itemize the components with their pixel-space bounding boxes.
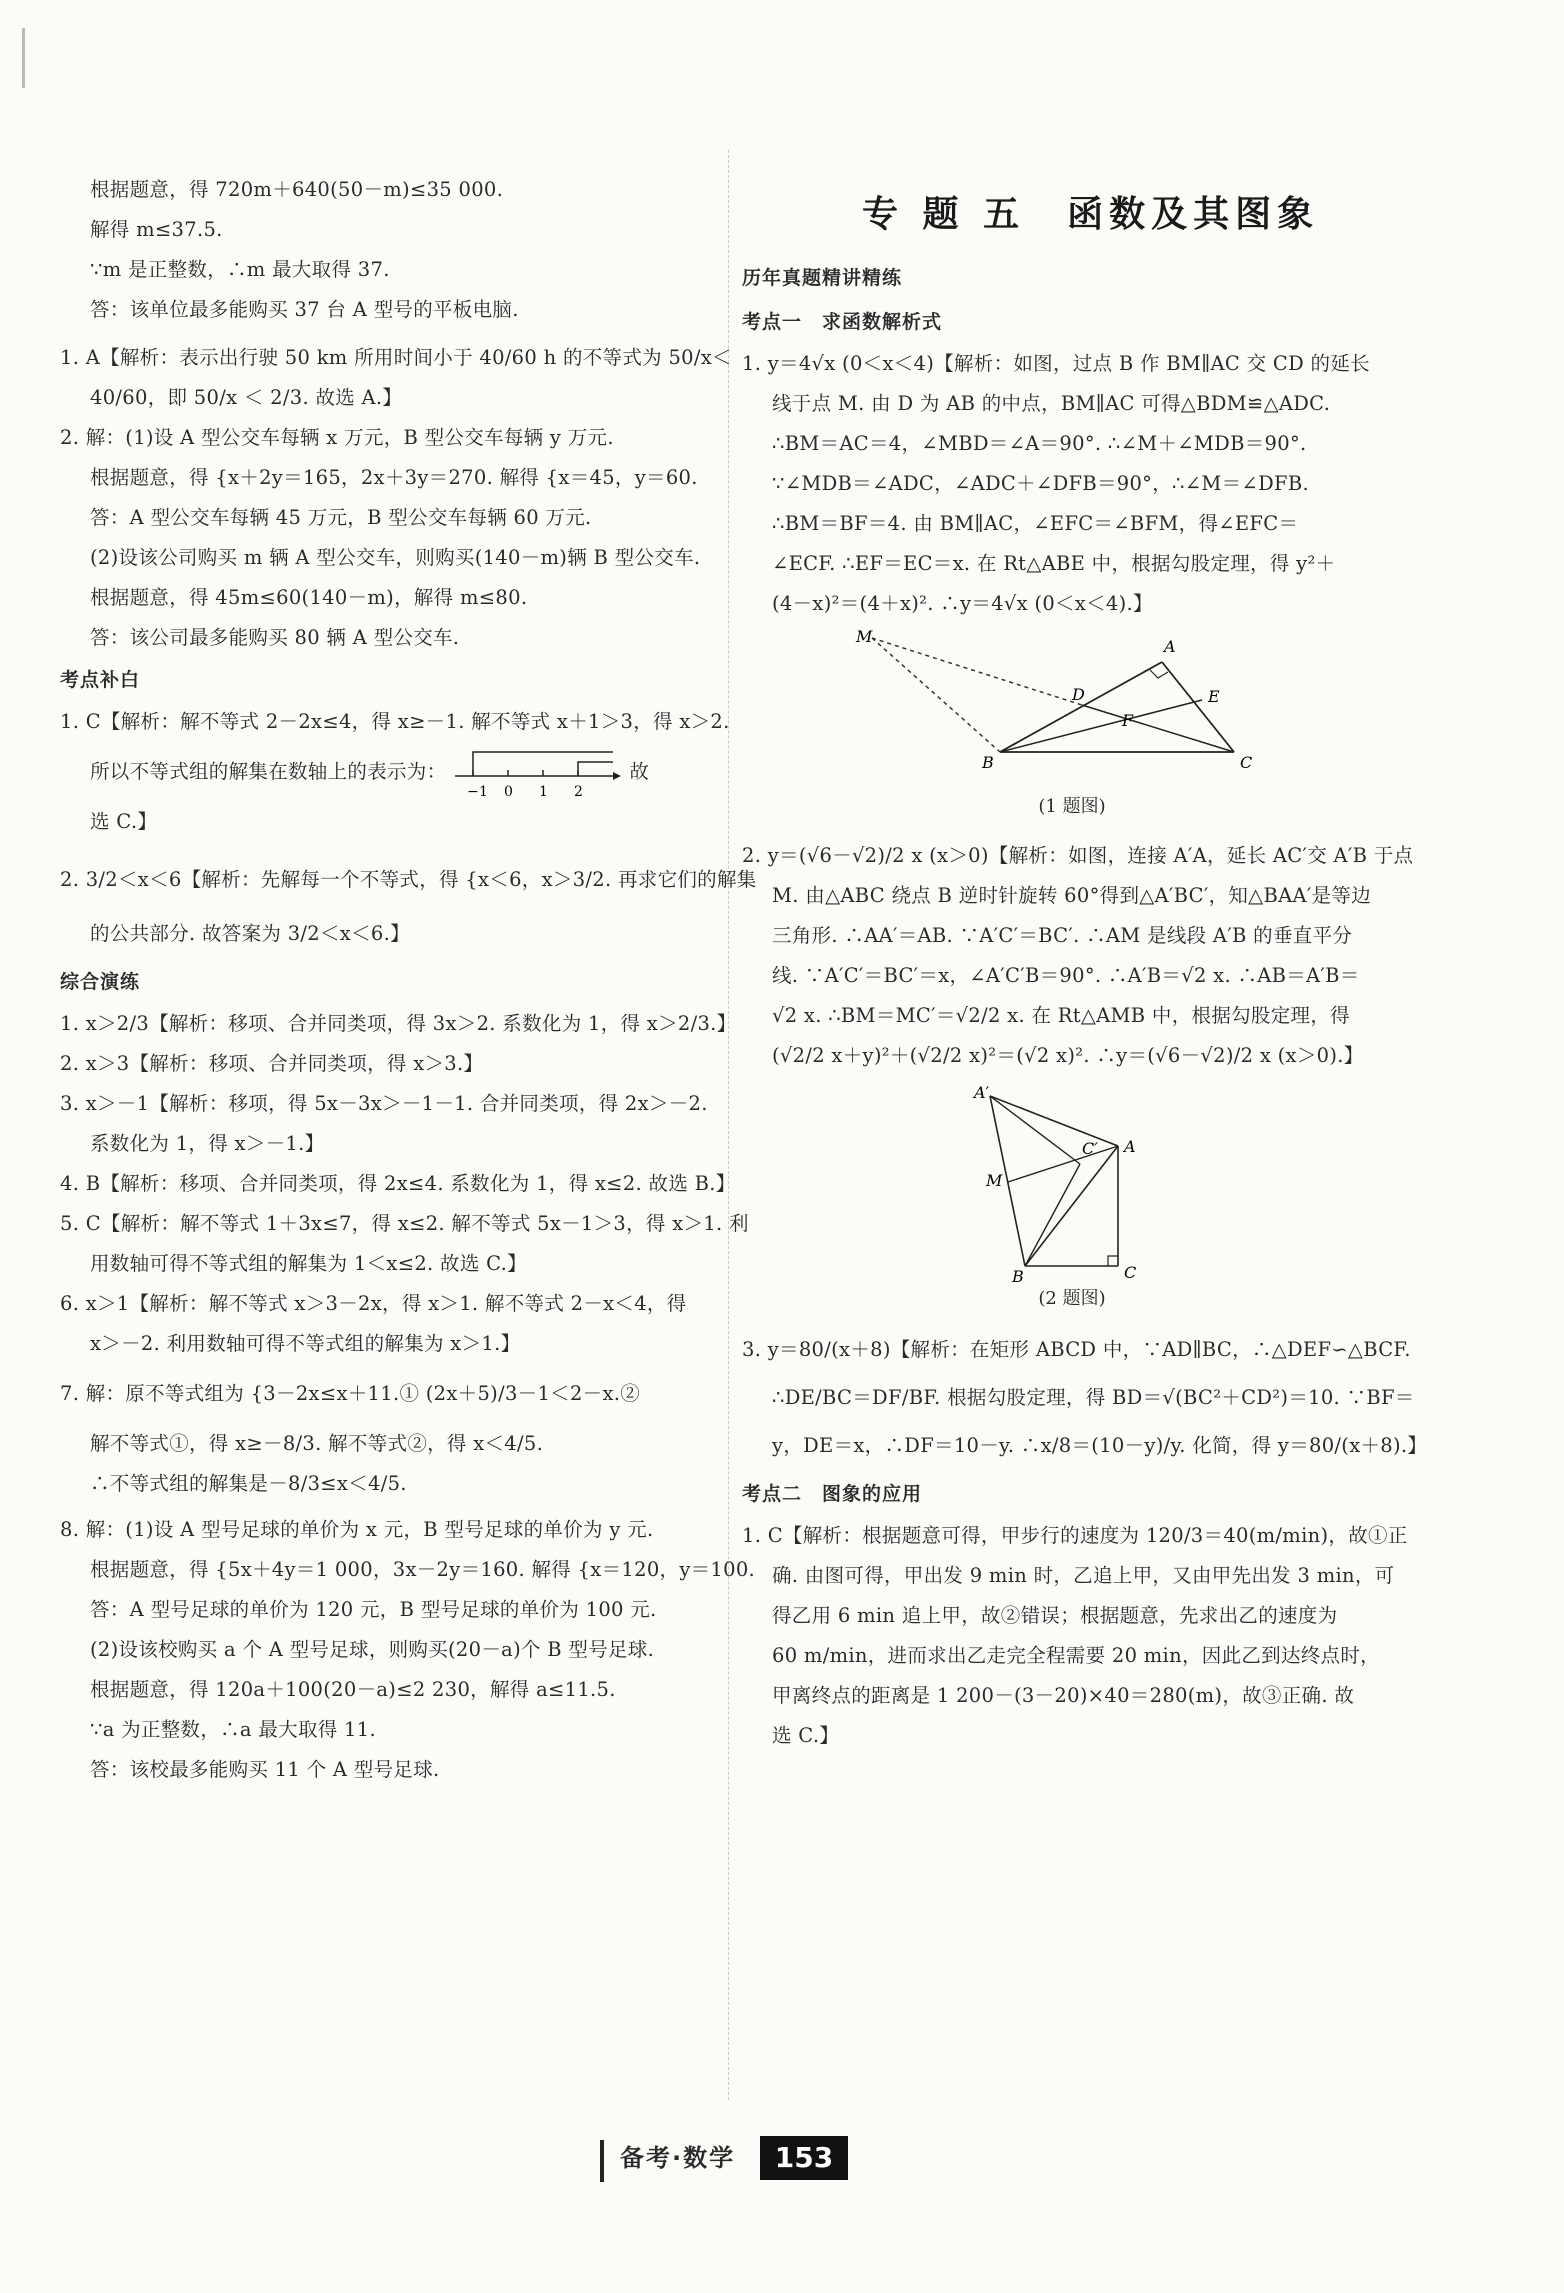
text-line: 根据题意，得 120a＋100(20－a)≤2 230，解得 a≤11.5. — [90, 1678, 616, 1701]
text-line: 线于点 M. 由 D 为 AB 的中点，BM∥AC 可得△BDM≌△ADC. — [772, 392, 1331, 415]
text-line: 40/60，即 50/x ＜ 2/3. 故选 A.】 — [90, 386, 403, 409]
text-line: 选 C.】 — [772, 1724, 840, 1747]
fig1-label: M — [856, 630, 873, 646]
text-line: 根据题意，得 {5x＋4y＝1 000，3x－2y＝160. 解得 {x＝120，y＝100. — [90, 1558, 756, 1581]
text-line: 6. x＞1【解析：解不等式 x＞3－2x，得 x＞1. 解不等式 2－x＜4，得 — [60, 1292, 687, 1315]
text-line: 1. A【解析：表示出行驶 50 km 所用时间小于 40/60 h 的不等式为 50/x＜ — [60, 346, 732, 369]
tick-label: 1 — [538, 783, 549, 800]
fig1-label: D — [1072, 685, 1085, 704]
text-line: 3. y＝80/(x＋8)【解析：在矩形 ABCD 中，∵AD∥BC，∴△DEF∽△BCF. — [742, 1338, 1411, 1361]
text-line: ∵m 是正整数，∴m 最大取得 37. — [90, 258, 390, 281]
text-line: 三角形. ∴AA′＝AB. ∵A′C′＝BC′. ∴AM 是线段 A′B 的垂直平分 — [772, 924, 1353, 947]
text-line: 2. x＞3【解析：移项、合并同类项，得 x＞3.】 — [60, 1052, 484, 1075]
numberline-row — [60, 742, 720, 802]
fig1-label: F — [1122, 711, 1134, 730]
text-line: 确. 由图可得，甲出发 9 min 时，乙追上甲，又由甲先出发 3 min，可 — [772, 1564, 1395, 1587]
text-line: 所以不等式组的解集在数轴上的表示为： — [90, 760, 447, 783]
footer-bar — [600, 2140, 604, 2182]
text-line: 答：A 型号足球的单价为 120 元，B 型号足球的单价为 100 元. — [90, 1598, 657, 1621]
text-line: 系数化为 1，得 x＞－1.】 — [90, 1132, 325, 1155]
text-line: 1. y＝4√x (0＜x＜4)【解析：如图，过点 B 作 BM∥AC 交 CD 的延长 — [742, 352, 1370, 375]
text-line: ∵∠MDB＝∠ADC，∠ADC＋∠DFB＝90°，∴∠M＝∠DFB. — [772, 472, 1309, 495]
fig1-label: B — [982, 753, 994, 772]
fig1-label: E — [1208, 687, 1220, 706]
scan-mark — [22, 28, 25, 88]
text-line: 答：该校最多能购买 11 个 A 型号足球. — [90, 1758, 440, 1781]
text-line: 用数轴可得不等式组的解集为 1＜x≤2. 故选 C.】 — [90, 1252, 527, 1275]
page-footer — [600, 2130, 860, 2186]
figure-caption: (2 题图) — [1038, 1288, 1106, 1309]
kaodian-heading: 考点二 图象的应用 — [742, 1483, 923, 1505]
fig1-label: A — [1164, 637, 1176, 656]
text-line: 4. B【解析：移项、合并同类项，得 2x≤4. 系数化为 1，得 x≤2. 故选 B.】 — [60, 1172, 736, 1195]
text-line: 2. 3/2＜x＜6【解析：先解每一个不等式，得 {x＜6，x＞3/2. 再求它们的解集 — [60, 868, 757, 891]
fig2-label: A′ — [974, 1083, 990, 1102]
section-heading: 历年真题精讲精练 — [742, 267, 903, 289]
text-line: 1. C【解析：根据题意可得，甲步行的速度为 120/3＝40(m/min)，故①正 — [742, 1524, 1408, 1547]
text-line: 答：该单位最多能购买 37 台 A 型号的平板电脑. — [90, 298, 519, 321]
text-line: 60 m/min，进而求出乙走完全程需要 20 min，因此乙到达终点时， — [772, 1644, 1380, 1667]
text-line: (2)设该公司购买 m 辆 A 型公交车，则购买(140－m)辆 B 型公交车. — [90, 546, 701, 569]
text-line: 根据题意，得 45m≤60(140－m)，解得 m≤80. — [90, 586, 528, 609]
fig2-label: A — [1124, 1137, 1136, 1156]
text-line: 1. C【解析：解不等式 2－2x≤4，得 x≥－1. 解不等式 x＋1＞3，得 x＞2. — [60, 710, 730, 733]
fig2-label: C — [1124, 1263, 1137, 1282]
text-line: ∵a 为正整数，∴a 最大取得 11. — [90, 1718, 376, 1741]
text-line: √2 x. ∴BM＝MC′＝√2/2 x. 在 Rt△AMB 中，根据勾股定理，得 — [772, 1004, 1350, 1027]
text-line: ∠ECF. ∴EF＝EC＝x. 在 Rt△ABE 中，根据勾股定理，得 y²＋ — [772, 552, 1336, 575]
text-line: 解不等式①，得 x≥－8/3. 解不等式②，得 x＜4/5. — [90, 1432, 544, 1455]
text-line: 7. 解：原不等式组为 {3－2x≤x＋11.① (2x＋5)/3－1＜2－x.② — [60, 1382, 641, 1405]
text-line: 3. x＞－1【解析：移项，得 5x－3x＞－1－1. 合并同类项，得 2x＞－2. — [60, 1092, 708, 1115]
text-line: ∴不等式组的解集是－8/3≤x＜4/5. — [90, 1472, 407, 1495]
section-heading: 综合演练 — [60, 971, 141, 993]
text-line: x＞－2. 利用数轴可得不等式组的解集为 x＞1.】 — [90, 1332, 521, 1355]
text-line: 线. ∵A′C′＝BC′＝x，∠A′C′B＝90°. ∴A′B＝√2 x. ∴AB＝A′B＝ — [772, 964, 1360, 987]
number-line-figure — [453, 746, 623, 800]
fig2-label: C′ — [1082, 1139, 1098, 1158]
fig2-label: B — [1012, 1267, 1024, 1282]
text-line: 得乙用 6 min 追上甲，故②错误；根据题意，先求出乙的速度为 — [772, 1604, 1338, 1627]
right-column — [742, 256, 1428, 1756]
text-line: ∴BM＝AC＝4，∠MBD＝∠A＝90°. ∴∠M＋∠MDB＝90°. — [772, 432, 1307, 455]
text-line: 5. C【解析：解不等式 1＋3x≤7，得 x≤2. 解不等式 5x－1＞3，得 x＞1. 利 — [60, 1212, 749, 1235]
column-divider — [728, 150, 729, 2100]
kaodian-heading: 考点一 求函数解析式 — [742, 311, 943, 333]
text-line: 根据题意，得 720m＋640(50－m)≤35 000. — [90, 178, 504, 201]
figure-2 — [742, 1082, 1402, 1282]
page-title: 专 题 五 函数及其图象 — [862, 194, 1320, 235]
footer-label: 备考·数学 — [620, 2144, 736, 2172]
text-line: ∴DE/BC＝DF/BF. 根据勾股定理，得 BD＝√(BC²＋CD²)＝10. ∵BF＝ — [772, 1386, 1415, 1409]
text-line: (√2/2 x＋y)²＋(√2/2 x)²＝(√2 x)². ∴y＝(√6－√2)/2 x (x＞0).】 — [772, 1044, 1364, 1067]
text-line: ∴BM＝BF＝4. 由 BM∥AC，∠EFC＝∠BFM，得∠EFC＝ — [772, 512, 1299, 535]
text-line: 8. 解：(1)设 A 型号足球的单价为 x 元，B 型号足球的单价为 y 元. — [60, 1518, 654, 1541]
tick-label: 2 — [573, 783, 584, 800]
text-line: (2)设该校购买 a 个 A 型号足球，则购买(20－a)个 B 型号足球. — [90, 1638, 655, 1661]
figure-caption: (1 题图) — [1038, 796, 1106, 817]
text-line: 甲离终点的距离是 1 200－(3－20)×40＝280(m)，故③正确. 故 — [772, 1684, 1355, 1707]
text-line: 1. x＞2/3【解析：移项、合并同类项，得 3x＞2. 系数化为 1，得 x＞2/3.】 — [60, 1012, 737, 1035]
text-line: 解得 m≤37.5. — [90, 218, 223, 241]
figure-1 — [742, 630, 1402, 790]
text-line: (4－x)²＝(4＋x)². ∴y＝4√x (0＜x＜4).】 — [772, 592, 1153, 615]
text-line: 选 C.】 — [90, 810, 158, 833]
text-line: 根据题意，得 {x＋2y＝165，2x＋3y＝270. 解得 {x＝45，y＝60. — [90, 466, 698, 489]
tick-label: −1 — [466, 783, 489, 800]
text-line: y，DE＝x，∴DF＝10－y. ∴x/8＝(10－y)/y. 化简，得 y＝80/(x＋8).】 — [772, 1434, 1428, 1457]
fig2-label: M — [986, 1171, 1003, 1190]
section-heading: 考点补白 — [60, 669, 141, 691]
text-line: M. 由△ABC 绕点 B 逆时针旋转 60°得到△A′BC′，知△BAA′是等边 — [772, 884, 1372, 907]
text-line: 故 — [629, 760, 650, 783]
text-line: 2. 解：(1)设 A 型公交车每辆 x 万元，B 型公交车每辆 y 万元. — [60, 426, 614, 449]
text-line: 答：该公司最多能购买 80 辆 A 型公交车. — [90, 626, 460, 649]
text-line: 答：A 型公交车每辆 45 万元，B 型公交车每辆 60 万元. — [90, 506, 592, 529]
text-line: 2. y＝(√6－√2)/2 x (x＞0)【解析：如图，连接 A′A，延长 AC′交 A′B 于点 — [742, 844, 1414, 867]
left-column — [60, 170, 757, 1790]
fig1-label: C — [1240, 753, 1253, 772]
tick-label: 0 — [503, 783, 514, 800]
page-number: 153 — [760, 2136, 848, 2180]
text-line: 的公共部分. 故答案为 3/2＜x＜6.】 — [90, 922, 410, 945]
